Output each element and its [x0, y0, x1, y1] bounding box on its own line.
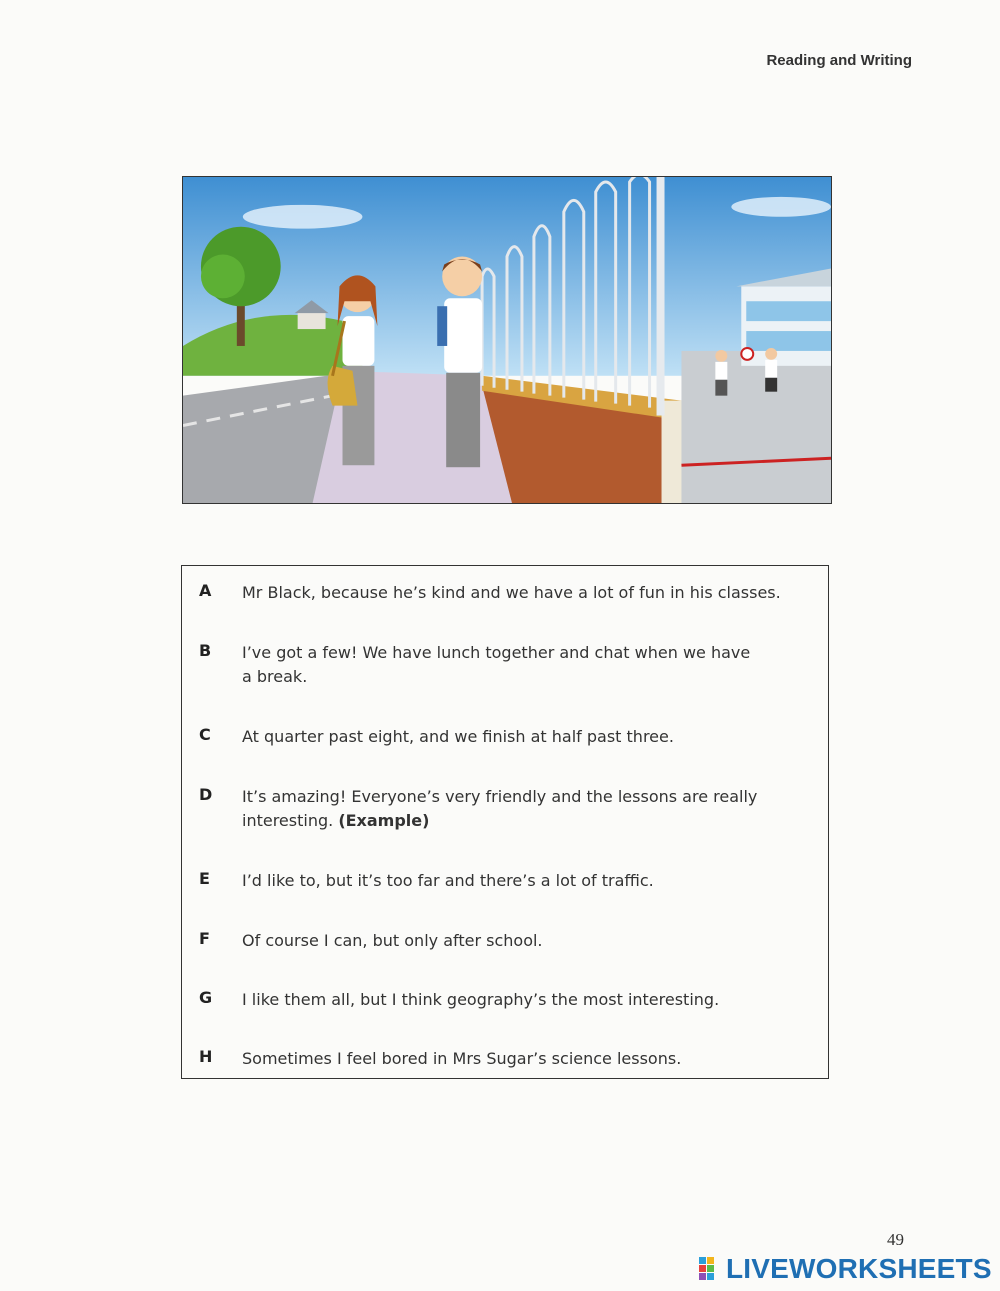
example-note: (Example): [338, 811, 430, 830]
option-letter: F: [199, 929, 210, 948]
school-illustration: [182, 176, 832, 504]
section-header: Reading and Writing: [766, 52, 912, 69]
option-text: I’d like to, but it’s too far and there’s a lot of traffic.: [242, 871, 654, 890]
page-number: 49: [887, 1230, 904, 1249]
option-text: At quarter past eight, and we finish at half past three.: [242, 727, 674, 746]
brand-name: LIVEWORKSHEETS: [726, 1253, 992, 1284]
option-letter: G: [199, 988, 213, 1007]
option-text: I like them all, but I think geography’s the most interesting.: [242, 990, 720, 1009]
liveworksheets-logo-icon: [698, 1256, 724, 1282]
answer-options-box: [181, 565, 829, 1079]
option-text: Of course I can, but only after school.: [242, 931, 543, 950]
school-scene-image: [183, 177, 831, 503]
option-text: I’ve got a few! We have lunch together and chat when we have a break.: [242, 643, 751, 686]
liveworksheets-brand[interactable]: [698, 1252, 992, 1286]
option-text: Sometimes I feel bored in Mrs Sugar’s science lessons.: [242, 1049, 682, 1068]
option-letter: E: [199, 869, 210, 888]
option-letter: D: [199, 785, 213, 804]
option-text: [242, 785, 802, 833]
option-letter: H: [199, 1047, 213, 1066]
option-letter: C: [199, 725, 211, 744]
option-letter: A: [199, 581, 212, 600]
option-letter: B: [199, 641, 212, 660]
option-text: Mr Black, because he’s kind and we have a lot of fun in his classes.: [242, 583, 781, 602]
option-d-text: It’s amazing! Everyone’s very friendly and the lessons are really interesting.: [242, 787, 758, 830]
